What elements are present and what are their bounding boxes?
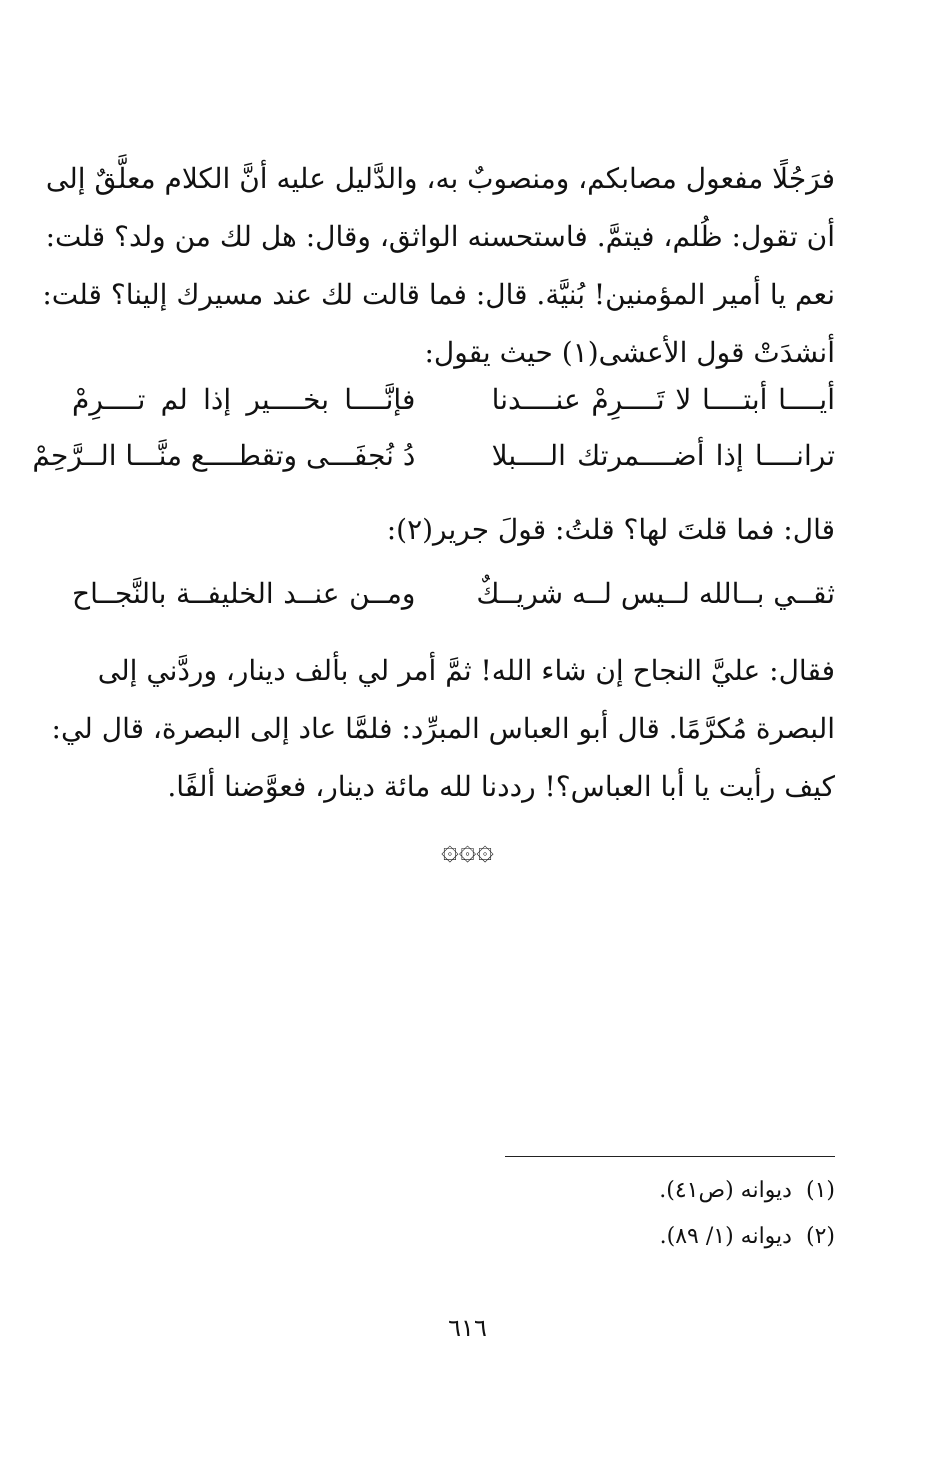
- footnote-item: [659, 1214, 835, 1260]
- text-line: البصرة مُكرَّمًا. قال أبو العباس المبرِّد: فلمَّا عاد إلى البصرة، قال لي:: [51, 712, 835, 745]
- verse-first-hemistich: ترانــــا إذا أضــــمرتك الــــبلا: [491, 439, 835, 472]
- page-number: ٦١٦: [448, 1314, 487, 1342]
- text-line: كيف رأيت يا أبا العباس؟! رددنا لله مائة دينار، فعوَّضنا ألفًا.: [167, 770, 835, 803]
- footnote-number: (١): [805, 1178, 835, 1203]
- footnote-text: ديوانه (١/ ٨٩).: [659, 1224, 792, 1249]
- footnote-number: (٢): [805, 1224, 835, 1249]
- verse-first-hemistich: أيــــا أبتــــا لا تَــــرِمْ عنــــدنا: [491, 383, 835, 416]
- paragraph-2: [51, 642, 835, 816]
- verse-line: [32, 428, 835, 484]
- verse-second-hemistich: دُ نُجفَـــى وتقطــــع منَّـــا الــرَّحِمْ: [32, 439, 416, 472]
- text-line: نعم يا أمير المؤمنين! بُنيَّة. قال: فما قالت لك عند مسيرك إلينا؟ قلت:: [42, 278, 835, 311]
- footnote-item: [659, 1168, 835, 1214]
- footnote-text: ديوانه (ص٤١).: [659, 1178, 792, 1203]
- text-line: أنشدَتْ قول الأعشى(١) حيث يقول:: [424, 336, 835, 369]
- text-line: فرَجُلًا مفعول مصابكم، ومنصوبٌ به، والدَّليل عليه أنَّ الكلام معلَّقٌ إلى: [45, 162, 835, 195]
- verse-second-hemistich: فإنَّــــا بخــــير إذا لم تــــرِمْ: [72, 383, 416, 416]
- verse-line: [72, 372, 835, 428]
- text-line: أن تقول: ظُلم، فيتمَّ. فاستحسنه الواثق، وقال: هل لك من ولد؟ قلت:: [45, 220, 835, 253]
- verse-first-hemistich: ثقــي بــالله لــيس لــه شريــكٌ: [476, 577, 835, 610]
- dialogue-line: قال: فما قلتَ لها؟ قلتُ: قولَ جرير(٢):: [386, 513, 835, 546]
- verse-line: [72, 566, 835, 622]
- footnotes: [659, 1168, 835, 1260]
- section-divider-ornament-icon: ۞۞۞: [441, 832, 494, 867]
- paragraph-1: [42, 150, 835, 382]
- verse-second-hemistich: ومــن عنــد الخليفــة بالنَّجــاح: [72, 577, 416, 610]
- footnote-separator: [505, 1156, 835, 1157]
- poem-jarir: [72, 566, 835, 622]
- poem-al-asha: [32, 372, 835, 484]
- text-line: فقال: عليَّ النجاح إن شاء الله! ثمَّ أمر لي بألف دينار، وردَّني إلى: [97, 654, 835, 687]
